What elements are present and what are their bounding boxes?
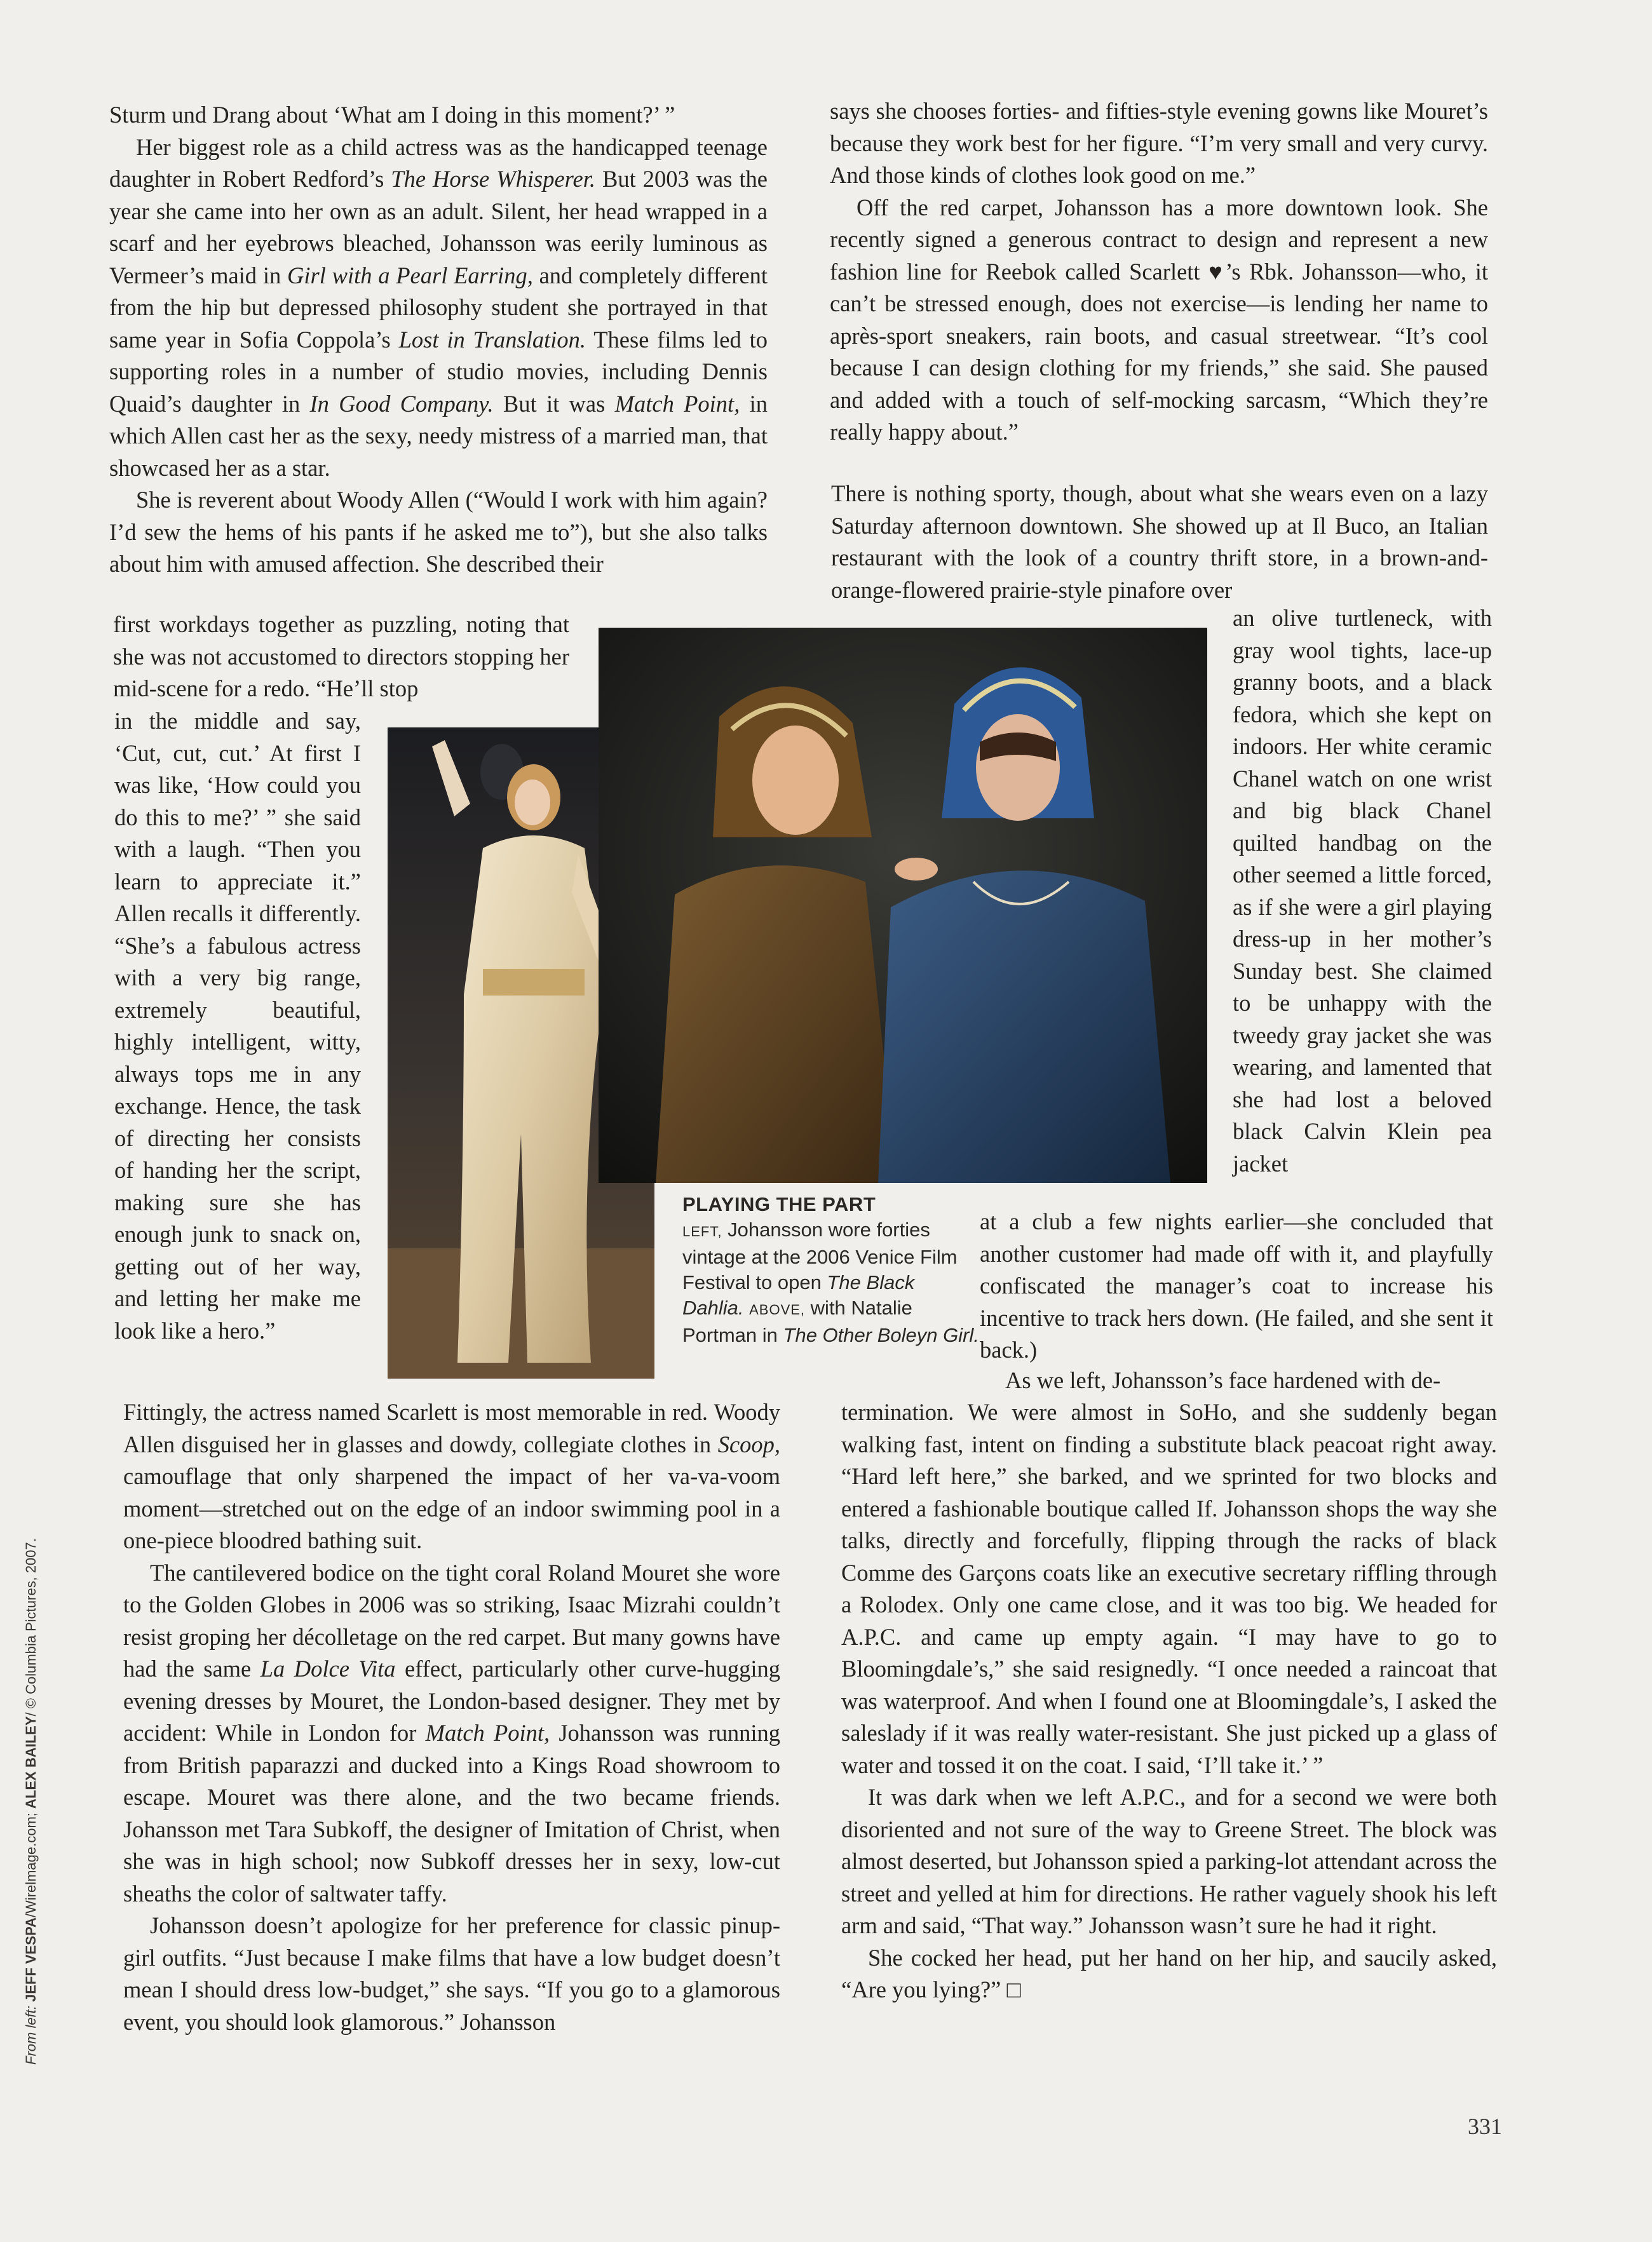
heart-icon: ♥ <box>1209 258 1226 285</box>
col2-p2: Off the red carpet, Johansson has a more downtown look. She recently signed a generous contract to design and represent a new fashion line for Reebok called Scarlett ♥’s Rbk. Johansson—who, it can’t be stressed enough, does not exercise—is lending her name to après-sport sneakers, rain boots, and casual streetwear. “It’s cool because I can design clothing for my friends,” she said. She paused and added with a touch of self-mocking sarcasm, “Which they’re really happy about.” <box>830 194 1488 445</box>
col2-narrow-block <box>1233 602 1492 1180</box>
col1-p2-cont: first workdays together as puzzling, noting that she was not accustomed to directors stopping her mid-scene for a redo. “He’ll stop <box>113 611 569 701</box>
photo-credit: From left: JEFF VESPA/Wirelmage.com; ALEX BAILEY/ © Columbia Pictures, 2007. <box>23 1538 39 2065</box>
col1-p4: The cantilevered bodice on the tight coral Roland Mouret she wore to the Golden Globes in 2006 was so striking, Isaac Mizrahi couldn’t resist groping her décolletage on the red carpet. But many gowns have had the same La Dolce Vita effect, particularly other curve-hugging evening dresses by Mouret, the London-based designer. They met by accident: While in London for Match Point, Johansson was running from British paparazzi and ducked into a Kings Road showroom to escape. Mouret was there alone, and the two became friends. Johansson met Tara Subkoff, the designer of Imitation of Christ, when she was in high school; now Subkoff dresses her in sexy, low-cut sheaths the color of saltwater taffy. <box>123 1559 781 1907</box>
photo-other-boleyn-girl <box>599 628 1207 1183</box>
col2-p1: says she chooses forties- and fifties-style evening gowns like Mouret’s because they work best for her figure. “I’m very small and very curvy. And those kinds of clothes look good on me.” <box>830 98 1488 188</box>
col1-p3: Fittingly, the actress named Scarlett is most memorable in red. Woody Allen disguised her in glasses and dowdy, collegiate clothes in Scoop, camouflage that only sharpened the impact of her va-va-voom moment—stretched out on the edge of an indoor swimming pool in a one-piece bloodred bathing suit. <box>123 1399 781 1553</box>
col2-top-block <box>830 95 1488 449</box>
col2-p5: It was dark when we left A.P.C., and for a second we were both disoriented and not sure of the way to Greene Street. The block was almost deserted, but Johansson spied a parking-lot attendant across the street and yelled at him for directions. He rather vaguely shook his left arm and said, “That way.” Johansson wasn’t sure he had it right. <box>841 1784 1497 1938</box>
col2-p3-narrow: an olive turtleneck, with gray wool tights, lace-up granny boots, and a black fedora, which she kept on indoors. Her white ceramic Chanel watch on one wrist and big black Chanel quilted handbag on the other seemed a little forced, as if she were a girl playing dress-up in her mother’s Sunday best. She claimed to be unhappy with the tweedy gray jacket she was wearing, and lamented that she had lost a beloved black Calvin Klein pea jacket <box>1233 605 1492 1177</box>
col2-p3: There is nothing sporty, though, about what she wears even on a lazy Saturday afternoon downtown. She showed up at Il Buco, an Italian restaurant with the look of a country thrift store, in a brown-and-orange-flowered prairie-style pinafore over <box>831 480 1488 603</box>
col1-narrow-block <box>114 705 361 1347</box>
col1-p5: Johansson doesn’t apologize for her preference for classic pinup-girl outfits. “Just because I make films that have a low budget doesn’t mean I should dress low-budget,” she says. “If you go to a glamorous event, you should look glamorous.” Johansson <box>123 1912 780 2035</box>
col1-bottom-block <box>123 1396 780 2038</box>
photo-caption <box>682 1192 981 1348</box>
col2-p4-first-line: As we left, Johansson’s face hardened with de- <box>1005 1367 1441 1393</box>
caption-heading: PLAYING THE PART <box>682 1193 876 1215</box>
col1-wrap-block <box>113 609 569 705</box>
end-mark-icon: □ <box>1006 1976 1021 2002</box>
col2-p6: She cocked her head, put her hand on her hip, and saucily asked, “Are you lying?” □ <box>841 1944 1497 2002</box>
col2-p3-cont: at a club a few nights earlier—she concluded that another customer had made off with it, and playfully confiscated the manager’s coat to increase his incentive to track hers down. (He failed, and she sent it back.) <box>980 1208 1493 1363</box>
col2-p4: termination. We were almost in SoHo, and she suddenly began walking fast, intent on finding a substitute black peacoat right away. “Hard left here,” she barked, and we sprinted for two blocks and entered a fashionable boutique called If. Johansson shops the way she talks, directly and forcefully, flipping through the racks of black Comme des Garçons coats like an executive secretary riffling through a Rolodex. Only one came close, and it was too big. We headed for A.P.C. and came up empty again. “I may have to go to Bloomingdale’s,” she said resignedly. “I once needed a raincoat that was waterproof. And when I found one at Bloomingdale’s, I asked the saleslady if it was really water-resistant. She just picked up a glass of water and tossed it on the coat. I said, ‘I’ll take it.’ ” <box>841 1399 1497 1778</box>
caption-body: LEFT, Johansson wore forties vintage at the 2006 Venice Film Festival to open The Black Dahlia. ABOVE, with Natalie Portman in The Other Boleyn Girl. <box>682 1219 979 1346</box>
col1-p2-narrow: in the middle and say, ‘Cut, cut, cut.’ At first I was like, ‘How could you do this to me?’ ” she said with a laugh. “Then you learn to appreciate it.” Allen recalls it differently. “She’s a fabulous actress with a very big range, extremely beautiful, highly intelligent, witty, always tops me in any exchange. Hence, the task of directing her consists of handing her the script, making sure she has enough junk to snack on, getting out of her way, and letting her make me look like a hero.” <box>114 708 361 1344</box>
col1-p2: She is reverent about Woody Allen (“Would I work with him again? I’d sew the hems of his pants if he asked me to”), but she also talks about him with amused affection. She described their <box>109 487 768 577</box>
col2-middle-block <box>831 478 1488 606</box>
col1-p0: Sturm und Drang about ‘What am I doing in this moment?’ ” <box>109 102 675 128</box>
col2-wrap-block <box>980 1206 1493 1367</box>
col1-top-block <box>109 99 768 581</box>
col2-bottom-block <box>841 1396 1497 2006</box>
page-number: 331 <box>1468 2114 1502 2139</box>
col1-p1: Her biggest role as a child actress was as the handicapped teenage daughter in Robert Redford’s The Horse Whisperer. But 2003 was the year she came into her own as an adult. Silent, her head wrapped in a scarf and her eyebrows bleached, Johansson was eerily luminous as Vermeer’s maid in Girl with a Pearl Earring, and completely different from the hip but depressed philosophy student she portrayed in that same year in Sofia Coppola’s Lost in Translation. These films led to supporting roles in a number of studio movies, including Dennis Quaid’s daughter in In Good Company. But it was Match Point, in which Allen cast her as the sexy, needy mistress of a married man, that showcased her as a star. <box>109 133 768 481</box>
